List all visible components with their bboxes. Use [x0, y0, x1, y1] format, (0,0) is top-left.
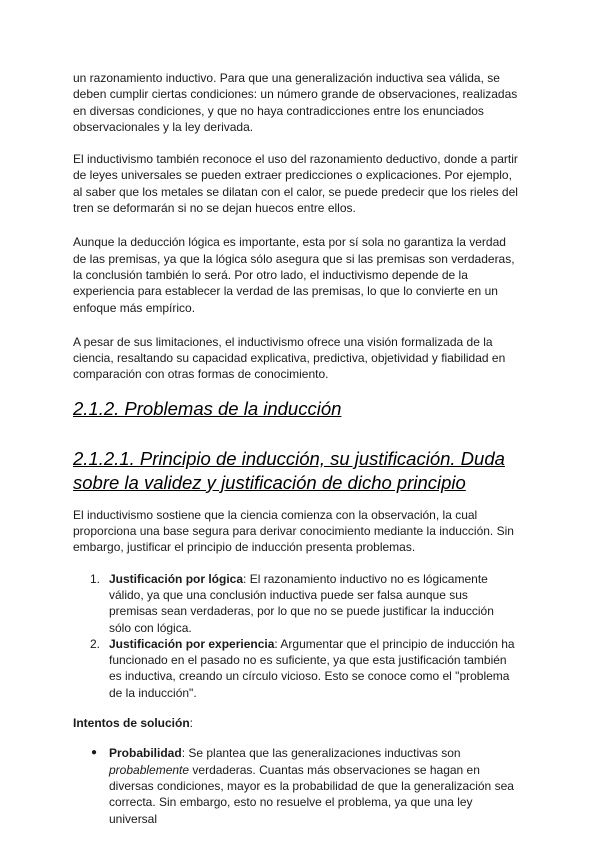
bullet-italic: probablemente — [109, 762, 190, 777]
paragraph-logic-premises: Aunque la deducción lógica es importante, esta por sí sola no garantiza la verdad de las premisas, ya que la lógica sólo asegura que si las premisas son verdaderas, la conclusión también lo será. Por otro lado, el inductivismo depende de la experiencia para establecer la verdad de las premisas, lo que lo convierte en un enfoque más empírico. — [73, 235, 515, 315]
bullet-icon: ● — [91, 747, 98, 759]
list-number: 2. — [90, 636, 101, 651]
paragraph-intro-continuation: un razonamiento inductivo. Para que una generalización inductiva sea válida, se deben cumplir ciertas condiciones: un número grande de observaciones, realizadas en diversas condiciones, y que no haya contradicciones entre los enunciados observacionales y la ley derivada. — [73, 71, 518, 134]
heading-2-1-2-1: 2.1.2.1. Principio de inducción, su justificación. Duda sobre la validez y justificación de dicho principio — [73, 447, 505, 493]
bullet-text-continued: verdaderas. Cuantas más observaciones se hagan en diversas condiciones, mayor es la probabilidad de que la generalización sea correcta. Sin embargo, esto no resuelve el problema, ya que una ley universal — [109, 762, 514, 826]
list-item-text: : El razonamiento inductivo no es lógicamente válido, ya que una conclusión inductiva puede ser falsa aunque sus premisas sean verdaderas, por lo que no se puede justificar la inducción sólo con lógica. — [109, 571, 494, 635]
list-item — [73, 636, 518, 701]
paragraph-limitations: A pesar de sus limitaciones, el inductivismo ofrece una visión formalizada de la ciencia, resaltando su capacidad explicativa, predictiva, objetividad y fiabilidad en comparación con otras formas de conocimiento. — [73, 334, 506, 382]
solution-attempts-label — [73, 715, 518, 731]
list-item — [73, 745, 518, 826]
list-number: 1. — [90, 571, 101, 586]
list-item-title: Justificación por lógica — [109, 571, 244, 586]
bullet-text: : Se plantea que las generalizaciones inductivas son — [181, 746, 461, 761]
solution-attempts-title: Intentos de solución — [73, 716, 190, 731]
heading-2-1-2: 2.1.2. Problemas de la inducción — [73, 397, 342, 419]
list-item — [73, 571, 518, 636]
solution-bullets — [73, 745, 518, 826]
justification-list — [73, 571, 518, 701]
list-item-title: Justificación por experiencia — [109, 636, 275, 651]
list-item-text: : Argumentar que el principio de inducción ha funcionado en el pasado no es suficiente, ya que esta justificación también es inductiva, creando un círculo vicioso. Esto se conoce como el "problema de la inducción". — [109, 636, 515, 700]
paragraph-induction-principle: El inductivismo sostiene que la ciencia comienza con la observación, la cual proporciona una base segura para derivar conocimiento mediante la inducción. Sin embargo, justificar el principio de inducción presenta problemas. — [73, 507, 514, 555]
paragraph-deductive: El inductivismo también reconoce el uso del razonamiento deductivo, donde a partir de leyes universales se pueden extraer predicciones o explicaciones. Por ejemplo, al saber que los metales se dilatan con el calor, se puede predecir que los rieles del tren se deformarán si no se dejan huecos entre ellos. — [73, 152, 518, 216]
solution-attempts-suffix: : — [189, 716, 194, 731]
bullet-title: Probabilidad — [109, 746, 182, 761]
